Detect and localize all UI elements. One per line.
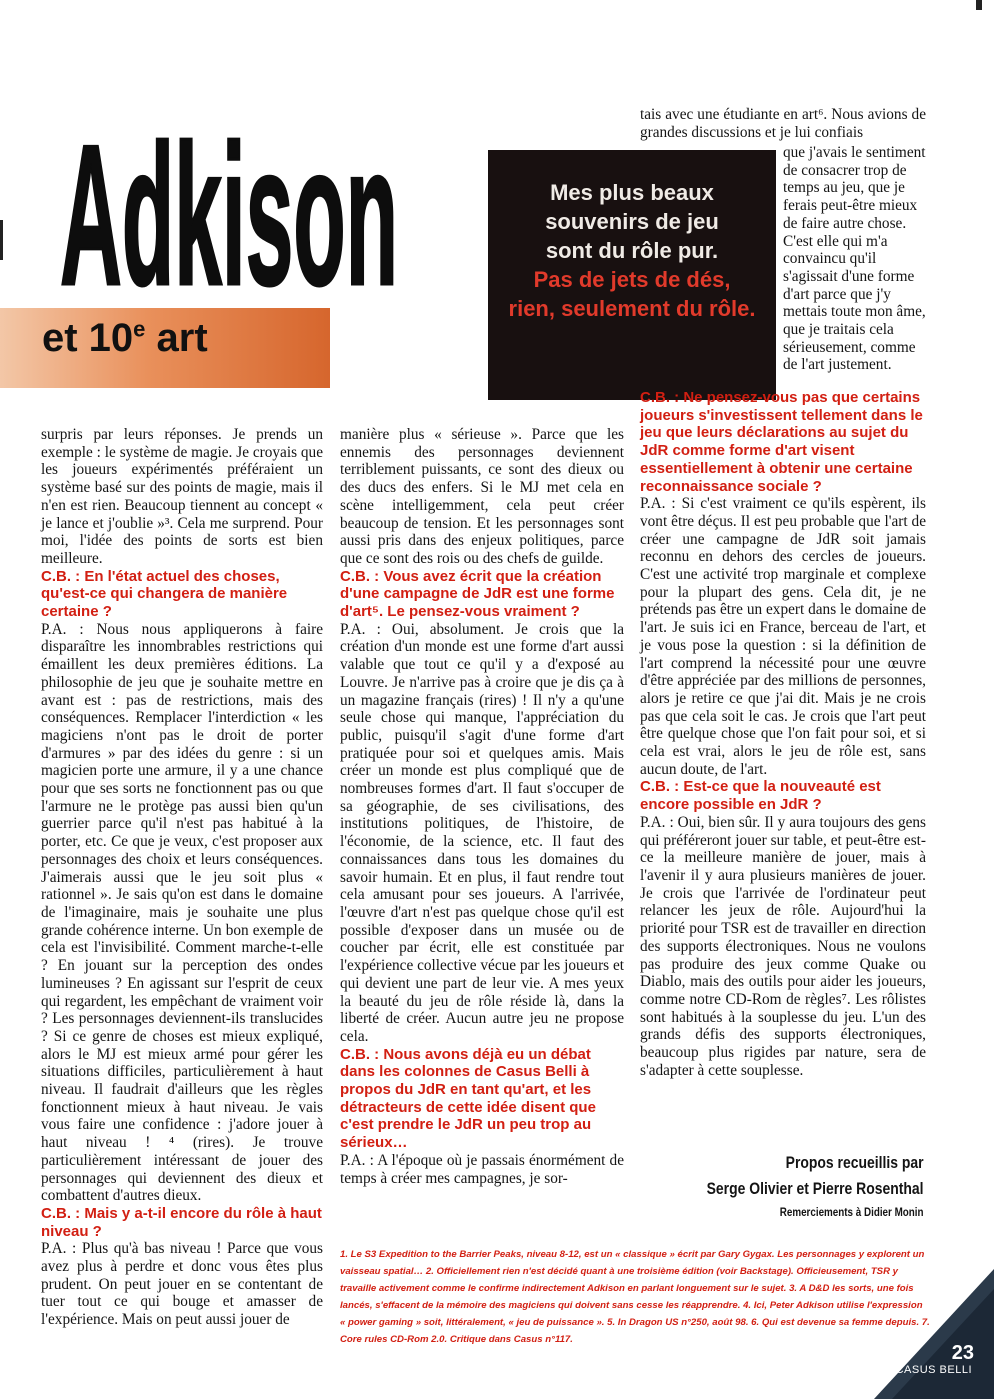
credits-thanks: Remerciements à Didier Monin — [780, 1205, 924, 1219]
article-title — [60, 92, 400, 302]
column-3-top — [640, 106, 926, 141]
body-paragraph: que j'avais le sentiment de consacrer trop de temps au jeu, que je ferais peut-être mieux de faire autre chose. C'est elle qui m'a convaincu qu'il s'agissait d'une forme d'art parce que j'y mettais toute mon âme, que je traitais cela sérieusement, comme de l'art justement. — [783, 144, 926, 374]
column-1 — [41, 426, 323, 1329]
pull-quote-line: sont du rôle pur. — [545, 238, 719, 263]
interview-question: C.B. : Ne pensez-vous pas que certains joueurs s'investissent tellement dans le jeu que leurs déclarations au sujet du JdR comme forme d'art visent essentiellement à obtenir une certaine reconnaissance sociale ? — [640, 389, 923, 495]
body-paragraph: surpris par leurs réponses. Je prends un exemple : le système de magie. Je croyais que les joueurs expérimentés préféraient un système basé sur des points de magie, mais il n'en est rien. Beaucoup tiennent au concept « je lance et j'oublie »³. Cela me surprend. Pour moi, l'idée des points de sorts est bien meilleure. — [41, 426, 323, 567]
magazine-name: CASUS BELLI — [895, 1364, 972, 1376]
pull-quote-line: Mes plus beaux — [550, 180, 714, 205]
body-paragraph: P.A. : A l'époque où je passais énormément de temps à créer mes campagnes, je sor- — [340, 1151, 624, 1187]
body-paragraph: P.A. : Si c'est vraiment ce qu'ils espèrent, ils vont être déçus. Il est peu probable que l'art de créer une campagne de JdR soit jamais reconnu en dehors des cercles de joueurs. C'est une activité trop marginale et complexe pour la plupart des gens. Cela dit, je ne prétends pas être un expert dans le domaine de l'art. Je suis ici en France, berceau de l'art, et je vous pose la question : si la définition de l'art comprend la nécessité pour une œuvre d'être appréciée par des millions de personnes, alors je retire ce que j'ai dit. Mais je ne crois pas que cela soit le cas. Je crois que l'art peut être quelque chose que l'on fait pour soi, et si cela est vrai, alors le jeu de rôle est, sans aucun doute, de l'art. — [640, 495, 926, 778]
interview-question: C.B. : En l'état actuel des choses, qu'est-ce qui changera de manière certaine ? — [41, 567, 288, 621]
interview-question: C.B. : Nous avons déjà eu un débat dans les colonnes de Casus Belli à propos du JdR en tant qu'art, et les détracteurs de cette idée disent que c'est prendre le JdR un peu trop au sérieux… — [340, 1045, 596, 1152]
article-title-text: Adkison — [60, 104, 398, 302]
pull-quote-line: Pas de jets de dés, — [533, 267, 731, 292]
body-paragraph: P.A. : Oui, bien sûr. Il y aura toujours des gens qui préféreront jouer sur table, et peut-être est-ce la meilleure manière de jouer, mais à l'avenir il y aura plusieurs manières de jouer. Je crois que l'arrivée de l'ordinateur peut relancer les jeux de rôle. Aujourd'hui la priorité pour TSR est de travailler en direction des supports électroniques. Nous ne voulons pas produire des jeux comme Quake ou Diablo, mais des outils pour aider les joueurs, comme notre CD-Rom de règles⁷. Les rôlistes sont habitués à la souplesse du jeu. L'un des grands défis des supports électroniques, beaucoup plus rigides par nature, sera de s'adapter à cette souplesse. — [640, 813, 926, 1079]
interview-question: C.B. : Vous avez écrit que la création d'une campagne de JdR est une forme d'art⁵. Le pensez-vous vraiment ? — [340, 567, 615, 621]
credits — [659, 1150, 924, 1222]
interview-question: C.B. : Mais y a-t-il encore du rôle à haut niveau ? — [41, 1204, 322, 1240]
top-edge-mark — [976, 0, 982, 10]
page-corner-graphic — [874, 1269, 994, 1399]
body-paragraph: P.A. : Plus qu'à bas niveau ! Parce que vous avez plus à perdre et donc vous êtes plus prudent. On peut jouer en se contentant de tuer tout ce qui bouge et amasser de l'expérience. Mais on peut aussi jouer de — [41, 1240, 323, 1329]
column-3 — [640, 389, 926, 1079]
credits-line: Propos recueillis par — [786, 1153, 924, 1172]
left-edge-mark — [0, 220, 3, 260]
pull-quote-box — [488, 150, 776, 400]
subtitle-superscript: e — [133, 316, 146, 342]
credits-authors: Serge Olivier et Pierre Rosenthal — [707, 1179, 924, 1198]
page-number: 23 — [951, 1342, 974, 1364]
article-subtitle — [42, 316, 208, 361]
column-3-indent — [783, 144, 926, 374]
body-paragraph: P.A. : Nous nous appliquerons à faire disparaître les innombrables restrictions qui émaillent les deux premières éditions. La philosophie de jeu que je souhaite mettre en avant est : pas de restrictions, mais des conséquences. Remplacer l'interdiction « les magiciens n'ont pas le droit de porter d'armures » par des idées du genre : si un magicien porte une armure, il y a une chance pour que ses sorts ne fonctionnent pas ou que l'armure ne le protège pas aussi bien qu'un guerrier parce qu'il n'est pas habitué à la porter, etc. Ce que je veux, c'est proposer aux personnages des choix et leurs conséquences. J'aimerais aussi que le jeu soit plus « rationnel ». Je sais qu'on est dans le domaine de l'imaginaire, mais je souhaite une plus grande cohérence interne. Un bon exemple de cela est l'invisibilité. Comment marche-t-elle ? En jouant sur la perception des ondes lumineuses ? En agissant sur l'esprit de ceux qui regardent, les empêchant de vraiment voir ? Les personnages deviennent-ils translucides ? Si ce genre de choses est mieux expliqué, alors le MJ est mieux armé pour gérer les situations difficiles, particulièrement à haut niveau. Il faudrait d'ailleurs que les règles fonctionnent mieux à haut niveau. Je vais vous faire une confidence : j'adore jouer à haut niveau ! ⁴ (rires). Je trouve particulièrement intéressant de jouer des personnages qui deviennent des dieux et combattent d'autres dieux. — [41, 620, 323, 1205]
subtitle-end: art — [145, 316, 208, 360]
pull-quote-line: rien, seulement du rôle. — [508, 296, 756, 321]
body-paragraph: manière plus « sérieuse ». Parce que les ennemis des personnages deviennent terriblement puissants, ce sont des dieux ou des ducs des enfers. Si le MJ met cela en scène intelligemment, cela peut créer beaucoup de tension. Et les personnages sont aussi pris dans des enjeux politiques, parce que ce sont des rois ou des chefs de guilde. — [340, 426, 624, 567]
subtitle-main: et 10 — [42, 316, 134, 360]
body-paragraph: P.A. : Oui, absolument. Je crois que la création d'un monde est une forme d'art aussi valable que tout ce qu'il y a d'exposé au Louvre. Je n'arrive pas à croire que je dis ça à un magazine français (rires) ! Il n'y a qu'une seule chose qui manque, l'appréciation du public, puisqu'il s'agit d'une forme d'art pratiquée pour soi et quelques amis. Mais créer un monde est plus compliqué que de nombreuses formes d'art. Il faut s'occuper de sa géographie, de ses civilisations, des institutions politiques, de l'histoire, de l'économie, de la science, etc. Il faut des connaissances dans tous les domaines du savoir humain. Et en plus, il faut rendre tout cela amusant pour ses joueurs. A l'arrivée, l'œuvre d'art n'est pas quelque chose qu'il est possible d'exposer dans un musée ou de coucher par écrit, elle est constituée par l'expérience collective vécue par les joueurs et qui devient une part de leur vie. A mes yeux la beauté du jeu de rôle réside là, dans la liberté de créer. Aucun autre jeu ne propose cela. — [340, 620, 624, 1045]
column-2 — [340, 426, 624, 1187]
footnotes: 1. Le S3 Expedition to the Barrier Peaks, niveau 8-12, est un « classique » écrit par Gary Gygax. Les personnages y explorent un vaisseau spatial… 2. Officiellement rien n'est décidé quant à une troisième édition (voir Backstage). Officieusement, TSR y travaille activement comme le confirme indirectement Adkison en parlant longuement sur le sujet. 3. A D&D les sorts, une fois lancés, s'effacent de la mémoire des magiciens qui doivent sans cesse les réapprendre. 4. Ici, Peter Adkison utilise l'expression « power gaming » soit, littéralement, « jeu de puissance ». 5. In Dragon US n°250, août 98. 6. Qui est devenue sa femme depuis. 7. Core rules CD-Rom 2.0. Critique dans Casus n°117. — [340, 1249, 930, 1345]
pull-quote-line: souvenirs de jeu — [545, 209, 719, 234]
body-paragraph: tais avec une étudiante en art⁶. Nous avions de grandes discussions et je lui confiais — [640, 106, 926, 141]
interview-question: C.B. : Est-ce que la nouveauté est encore possible en JdR ? — [640, 778, 881, 814]
